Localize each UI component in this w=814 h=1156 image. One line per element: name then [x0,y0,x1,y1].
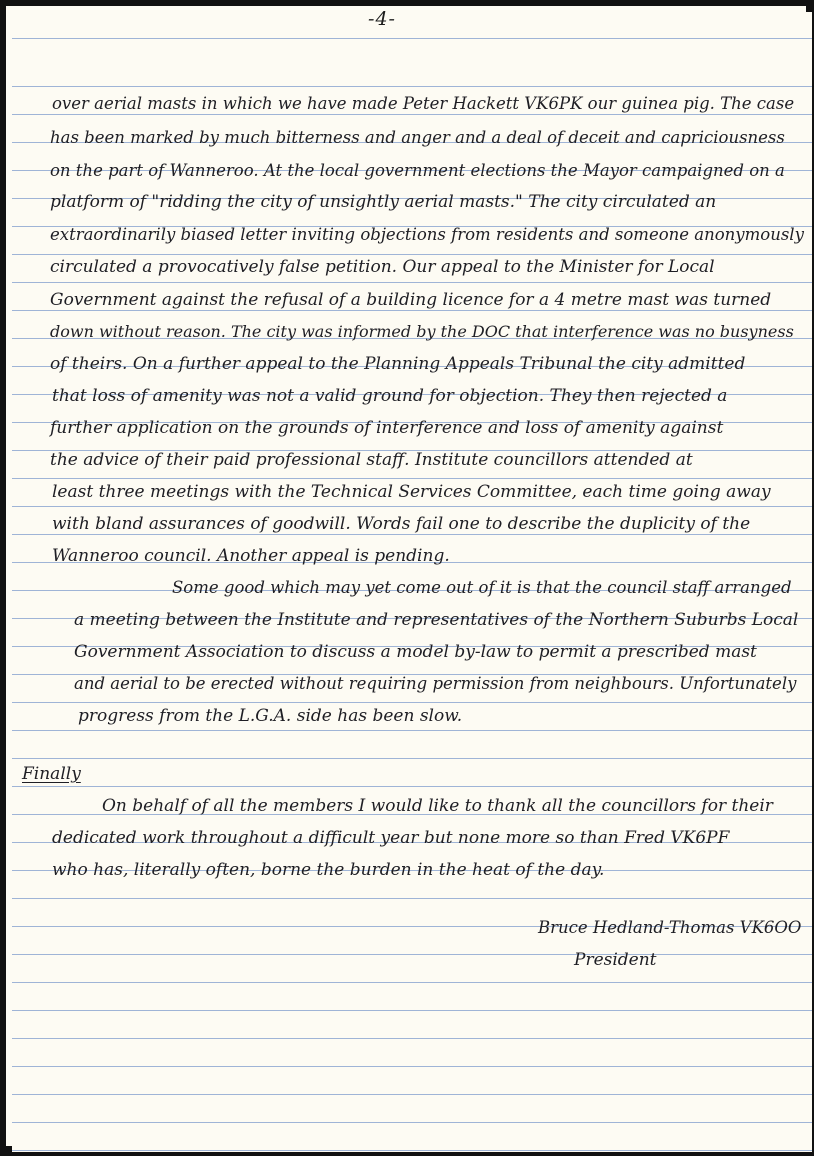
text-line: extraordinarily biased letter inviting objections from residents and someone anonymously [50,225,804,244]
text-line: progress from the L.G.A. side has been slow. [78,706,463,726]
text-line: On behalf of all the members I would like to thank all the councillors for their [102,796,773,816]
text-line: and aerial to be erected without requiring permission from neighbours. Unfortunately [74,674,797,693]
text-line: Some good which may yet come out of it is that the council staff arranged [172,578,792,597]
text-line: over aerial masts in which we have made Peter Hackett VK6PK our guinea pig. The case [52,94,795,113]
text-line: of theirs. On a further appeal to the Planning Appeals Tribunal the city admitted [50,354,746,374]
text-line: Government against the refusal of a building licence for a 4 metre mast was turned [50,290,772,310]
text-line: platform of "ridding the city of unsightly aerial masts." The city circulated an [50,192,717,212]
text-line: on the part of Wanneroo. At the local government elections the Mayor campaigned on a [50,161,785,180]
text-line: that loss of amenity was not a valid ground for objection. They then rejected a [52,386,728,406]
text-line: with bland assurances of goodwill. Words fail one to describe the duplicity of the [52,514,751,534]
lined-paper [12,8,812,1152]
signature-title: President [574,950,657,970]
text-line: circulated a provocatively false petition. Our appeal to the Minister for Local [50,257,715,277]
text-line: Wanneroo council. Another appeal is pending. [52,546,450,566]
text-line: down without reason. The city was informed by the DOC that interference was no busyness [50,322,794,341]
text-line: a meeting between the Institute and representatives of the Northern Suburbs Local [74,610,799,630]
signature-name: Bruce Hedland-Thomas VK6OO [538,918,802,937]
text-line: dedicated work throughout a difficult year but none more so than Fred VK6PF [52,828,730,848]
text-line: least three meetings with the Technical Services Committee, each time going away [52,482,771,502]
text-line: further application on the grounds of interference and loss of amenity against [50,418,724,438]
text-line: Government Association to discuss a model by-law to permit a prescribed mast [74,642,757,662]
finally-heading: Finally [22,764,81,784]
text-line: has been marked by much bitterness and anger and a deal of deceit and capriciousness [50,128,785,147]
text-line: the advice of their paid professional staff. Institute councillors attended at [50,450,693,470]
text-line: who has, literally often, borne the burden in the heat of the day. [52,860,605,880]
page-number: -4- [368,8,396,30]
